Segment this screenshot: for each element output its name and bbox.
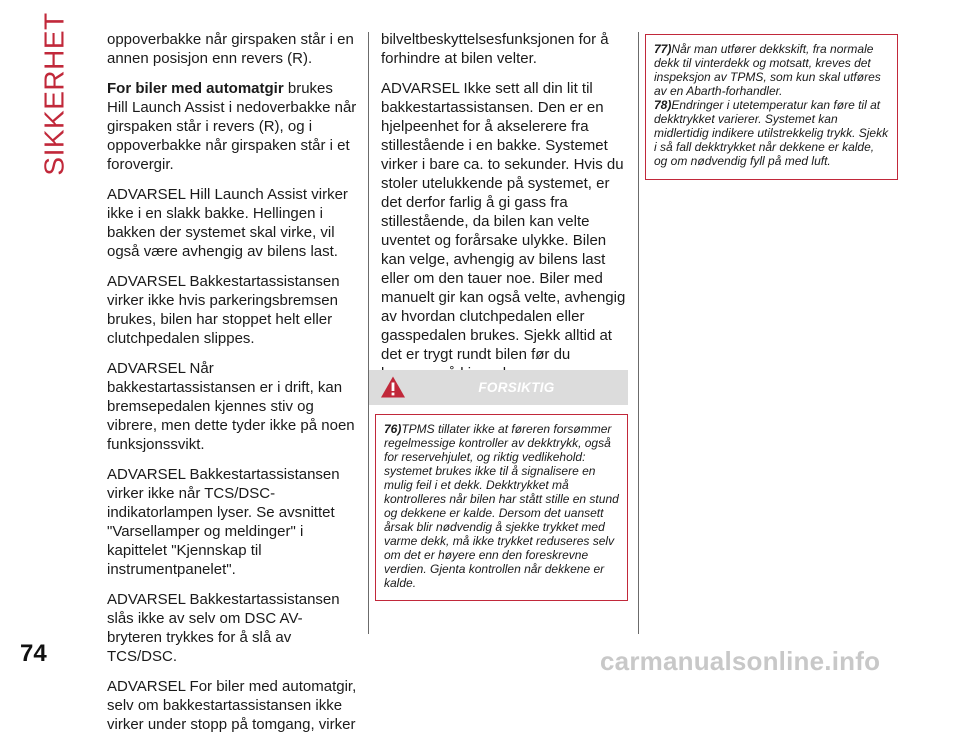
text-column-1 <box>107 30 357 745</box>
watermark: carmanualsonline.info <box>600 646 881 676</box>
note-paragraph <box>384 422 619 590</box>
note-paragraph <box>654 42 889 98</box>
note-text: Endringer i utetemperatur kan føre til at dekktrykket varierer. Systemet kan midlertidig indikere utilstrekkelig trykk. Sjekk i så fall dekktrykket når dekkene er kalde, og om nødvendig fyll på med luft. <box>654 98 889 168</box>
caution-notes-77-78 <box>645 34 898 180</box>
warning-paragraph: ADVARSEL Ikke sett all din lit til bakkestartassistansen. Den er en hjelpeenhet for å akselerere fra stillestående i en bakke. Systemet virker i bare ca. to sekunder. Hvis du stoler utelukkende på systemet, er det derfor farlig å gi gass fra stillestående, da bilen kan velte uventet og forårsake ulykke. Bilen kan velge, avhengig av bilens last eller om den tauer noe. Biler med manuelt gir kan også velte, avhengig av hvordan clutchpedalen eller gasspedalen brukes. Sjekk alltid at det er trygt rundt bilen før du <box>381 80 626 363</box>
text-column-2 <box>381 30 631 394</box>
note-number: 77) <box>654 42 672 56</box>
note-number: 76) <box>384 422 402 436</box>
paragraph-bold-lead: For biler med automatgir <box>107 80 284 97</box>
paragraph-text: brukes Hill Launch Assist i nedoverbakke når girspaken står i revers (R), og i oppoverbakke når girspaken står i et forovergir. <box>107 80 357 173</box>
paragraph: bilveltbeskyttelsesfunksjonen for å forhindre at bilen velter. <box>381 31 609 67</box>
page-number: 74 <box>20 640 47 667</box>
warning-paragraph: ADVARSEL Bakkestartassistansen slås ikke av selv om DSC AV-bryteren trykkes for å slå av TCS/DSC. <box>107 591 340 665</box>
column-divider-2 <box>638 32 639 634</box>
warning-paragraph: ADVARSEL Hill Launch Assist virker ikke i en slakk bakke. Hellingen i bakken der systemet skal virke, vil også være avhengig av bilens last. <box>107 186 348 260</box>
caution-header <box>369 370 628 405</box>
section-title-text: SIKKERHET <box>39 12 71 176</box>
note-number: 78) <box>654 98 672 112</box>
warning-paragraph: ADVARSEL For biler med automatgir, selv om bakkestartassistansen ikke virker under stopp på tomgang, virker <box>107 678 357 733</box>
warning-paragraph: ADVARSEL Bakkestartassistansen virker ikke hvis parkeringsbremsen brukes, bilen har stoppet helt eller clutchpedalen slippes. <box>107 273 340 347</box>
column-divider-1 <box>368 32 369 634</box>
warning-paragraph: ADVARSEL Bakkestartassistansen virker ikke når TCS/DSC-indikatorlampen lyser. Se avsnittet "Varsellamper og meldinger" i kapittelet "Kjennskap til instrumentpanelet". <box>107 466 340 578</box>
caution-note-76 <box>375 414 628 601</box>
note-text: Når man utfører dekkskift, fra normale dekk til vinterdekk og motsatt, kreves det inspeksjon av TPMS, som kun skal utføres av en Abarth-forhandler. <box>654 42 881 98</box>
caution-title: FORSIKTIG <box>478 380 555 395</box>
note-paragraph <box>654 98 889 168</box>
section-title <box>30 12 80 176</box>
paragraph <box>107 79 357 174</box>
paragraph: oppoverbakke når girspaken står i en annen posisjon enn revers (R). <box>107 31 354 67</box>
note-text: TPMS tillater ikke at føreren forsømmer regelmessige kontroller av dekktrykk, også for reservehjulet, og riktig vedlikehold: systemet brukes ikke til å signalisere en mulig feil i et dekk. Dekktrykket må kontrolleres når bilen har stått stille en stund og dekkene er kalde. Dersom det uansett årsak blir nødvendig å sjekke trykket med varme dekk, må ikke trykket reduseres selv om det er høyere enn den foreskrevne verdien. Gjenta kontrollen når dekkene er kalde. <box>384 422 619 590</box>
warning-triangle-icon <box>380 375 406 399</box>
warning-paragraph: ADVARSEL Når bakkestartassistansen er i drift, kan bremsepedalen kjennes stiv og vibrere, men dette tyder ikke på noen funksjonssvikt. <box>107 360 355 453</box>
